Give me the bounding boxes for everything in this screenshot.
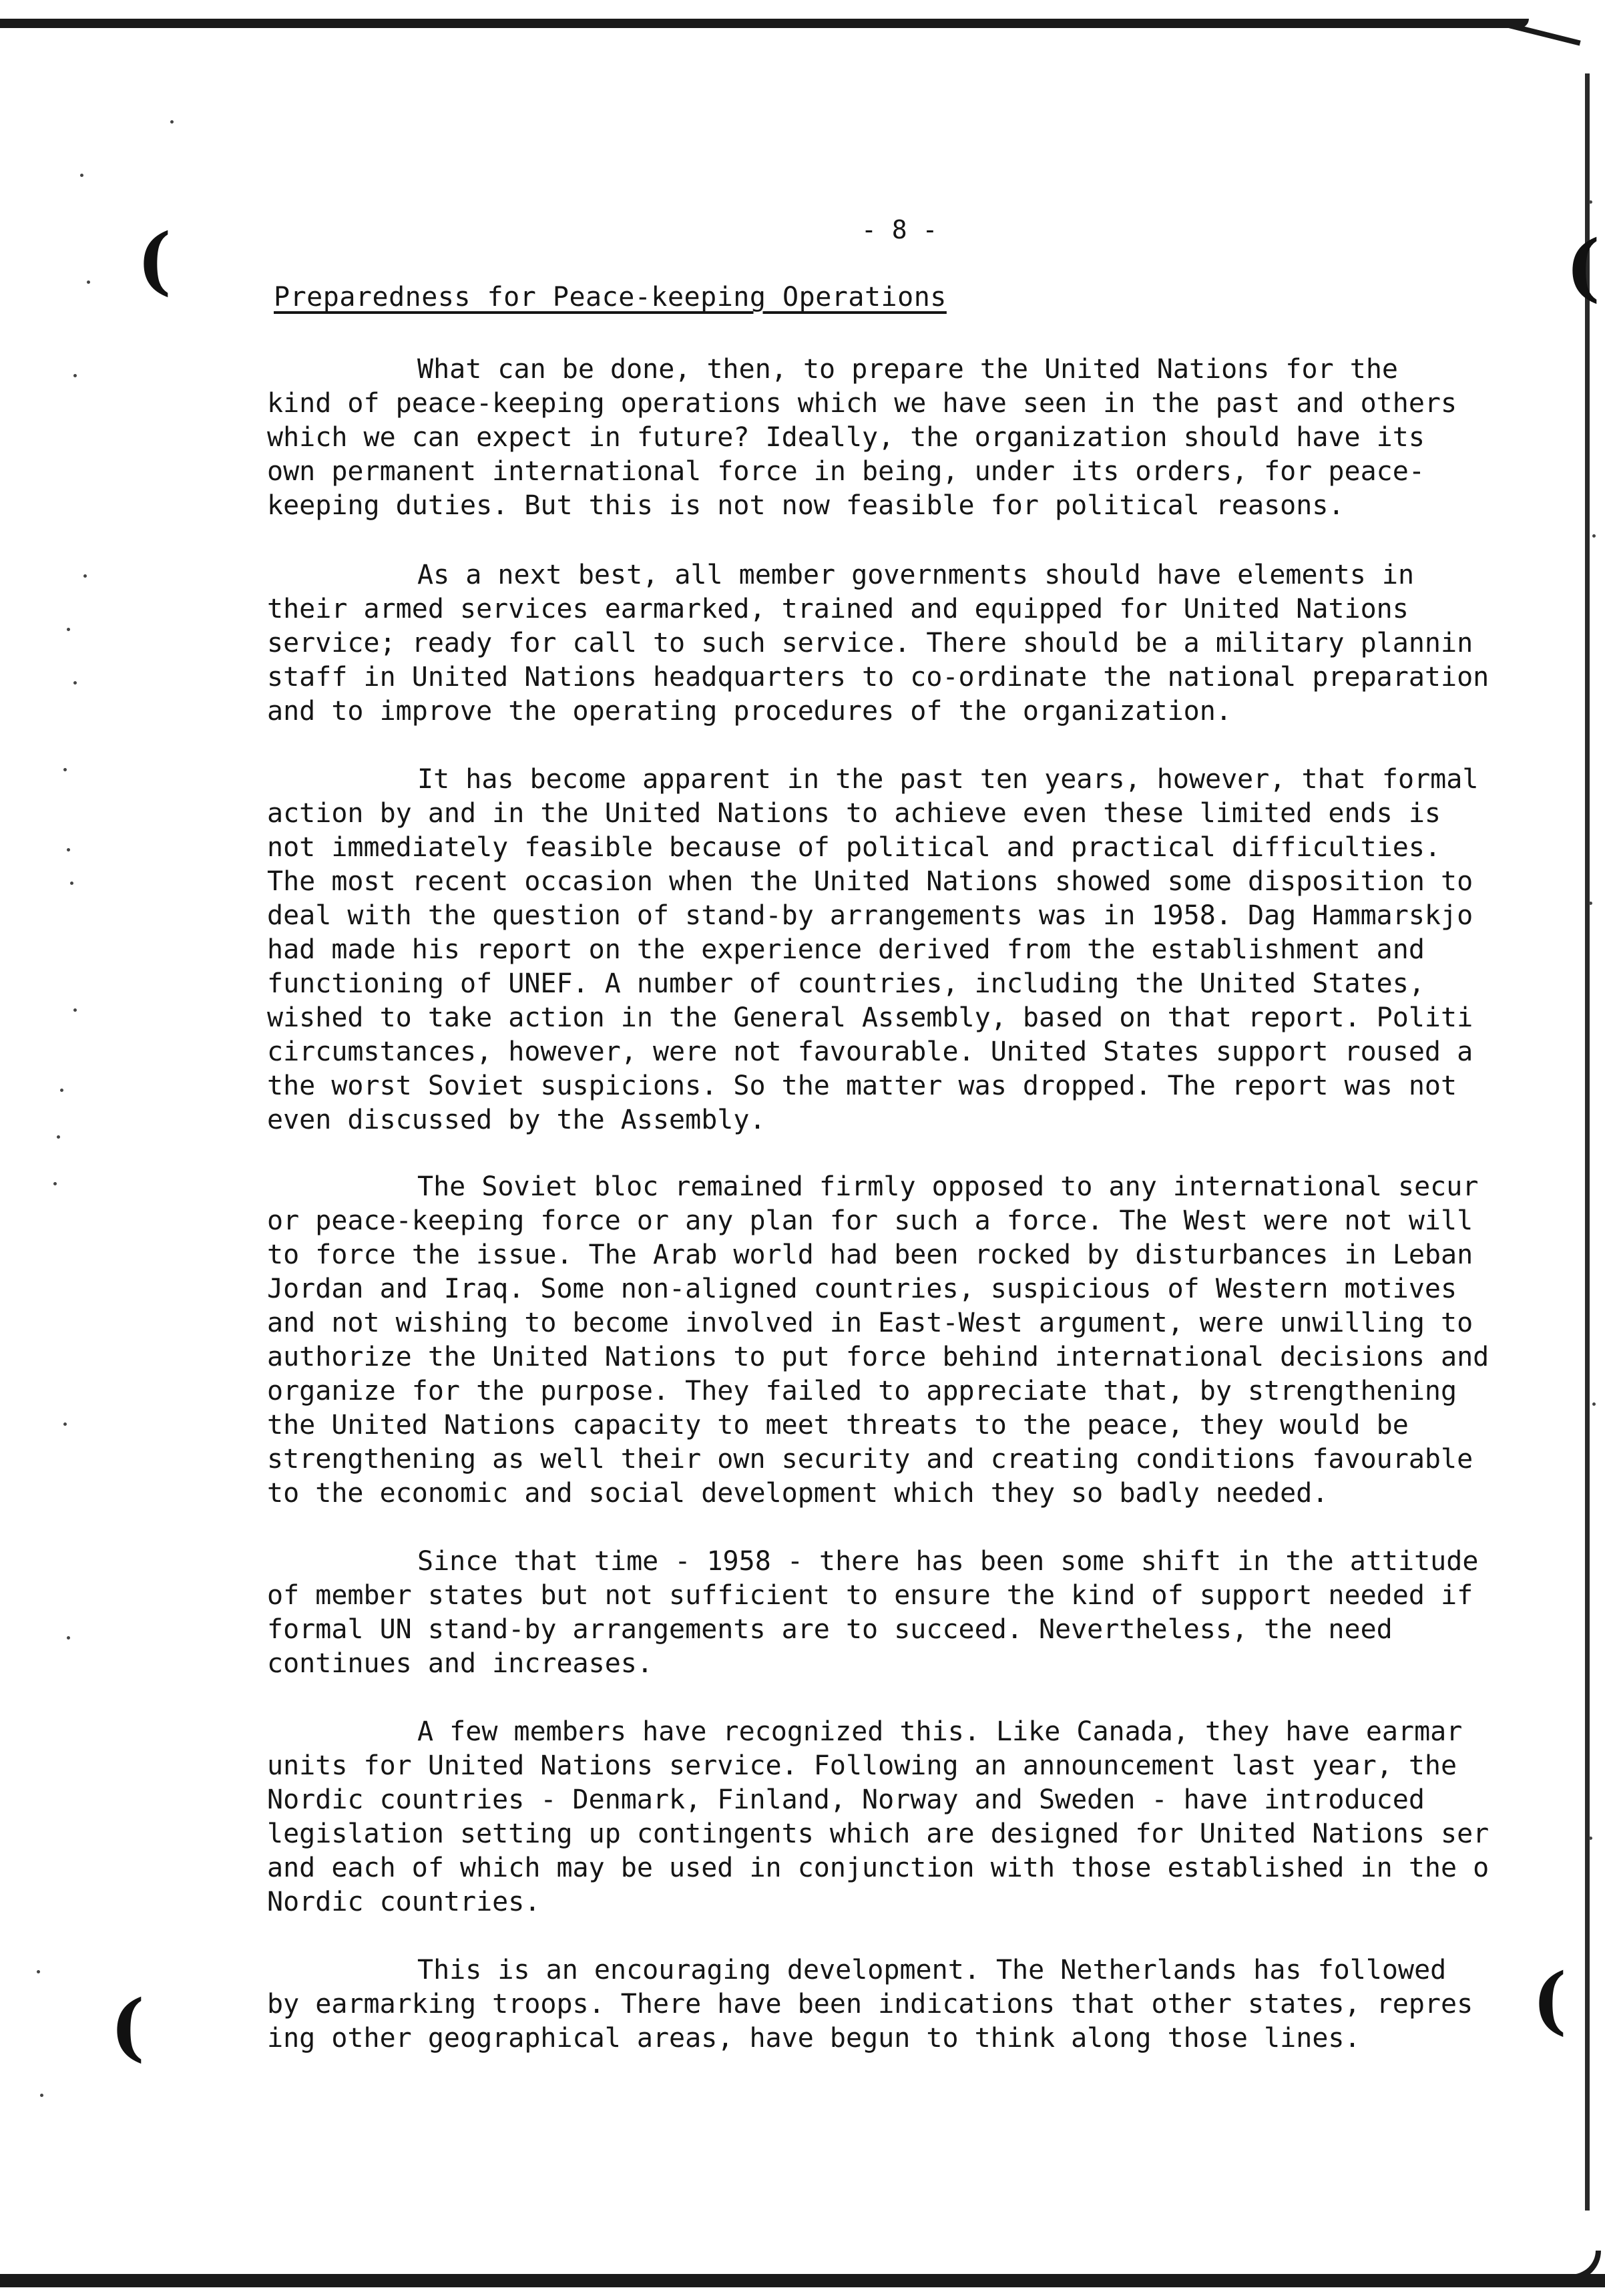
text-line: ing other geographical areas, have begun to think along those lines. <box>267 2023 1361 2054</box>
scan-mark-left-top: ( <box>137 217 172 303</box>
text-line: functioning of UNEF. A number of countries, including the United States, <box>267 968 1425 999</box>
section-heading: Preparedness for Peace-keeping Operations <box>274 282 947 313</box>
text-line: of member states but not sufficient to ensure the kind of support needed if <box>267 1580 1473 1611</box>
text-line: service; ready for call to such service. There should be a military plannin <box>267 628 1473 658</box>
text-line: As a next best, all member governments should have elements in <box>417 560 1415 590</box>
text-line: It has become apparent in the past ten years, however, that formal <box>417 764 1479 795</box>
scan-mark-right-top: ( <box>1566 224 1601 310</box>
text-line: Jordan and Iraq. Some non-aligned countries, suspicious of Western motives <box>267 1274 1457 1304</box>
paragraph <box>267 353 1529 523</box>
text-line: keeping duties. But this is not now feasible for political reasons. <box>267 490 1345 521</box>
paragraph <box>267 1953 1529 2056</box>
text-line: deal with the question of stand-by arrangements was in 1958. Dag Hammarskjo <box>267 900 1473 931</box>
text-line: A few members have recognized this. Like Canada, they have earmar <box>417 1716 1463 1747</box>
text-line: kind of peace-keeping operations which we have seen in the past and others <box>267 388 1457 419</box>
text-line: continues and increases. <box>267 1648 653 1679</box>
text-line: had made his report on the experience derived from the establishment and <box>267 934 1425 965</box>
text-line: to the economic and social development which they so badly needed. <box>267 1478 1329 1509</box>
paragraph <box>267 1715 1529 1919</box>
text-line: and not wishing to become involved in East-West argument, were unwilling to <box>267 1308 1473 1338</box>
text-line: Since that time - 1958 - there has been some shift in the attitude <box>417 1546 1479 1577</box>
text-line: and to improve the operating procedures of the organization. <box>267 696 1232 727</box>
scan-edge-top-curl <box>1508 23 1581 45</box>
text-line: the United Nations capacity to meet threats to the peace, they would be <box>267 1410 1409 1441</box>
text-line: the worst Soviet suspicions. So the matter was dropped. The report was not <box>267 1071 1457 1101</box>
scan-edge-right <box>1585 73 1590 2211</box>
paragraph <box>267 1170 1529 1511</box>
scan-mark-left-bottom: ( <box>110 1983 146 2070</box>
text-line: formal UN stand-by arrangements are to succeed. Nevertheless, the need <box>267 1614 1393 1645</box>
page-number: - 8 - <box>861 215 938 244</box>
paragraph <box>267 1545 1529 1681</box>
text-line: and each of which may be used in conjunction with those established in the o <box>267 1853 1489 1883</box>
text-line: not immediately feasible because of political and practical difficulties. <box>267 832 1441 863</box>
text-line: to force the issue. The Arab world had been rocked by disturbances in Leban <box>267 1239 1473 1270</box>
text-line: which we can expect in future? Ideally, the organization should have its <box>267 422 1425 453</box>
text-line: or peace-keeping force or any plan for such a force. The West were not will <box>267 1205 1473 1236</box>
text-line: The Soviet bloc remained firmly opposed to any international secur <box>417 1171 1479 1202</box>
text-line: their armed services earmarked, trained and equipped for United Nations <box>267 594 1409 624</box>
text-line: action by and in the United Nations to achieve even these limited ends is <box>267 798 1441 829</box>
scan-mark-right-bottom: ( <box>1532 1957 1568 2043</box>
text-line: What can be done, then, to prepare the United Nations for the <box>417 354 1399 385</box>
text-line: Nordic countries - Denmark, Finland, Norway and Sweden - have introduced <box>267 1784 1425 1815</box>
text-line: Nordic countries. <box>267 1887 541 1917</box>
text-line: organize for the purpose. They failed to appreciate that, by strengthening <box>267 1376 1457 1406</box>
text-line: own permanent international force in being, under its orders, for peace- <box>267 456 1425 487</box>
text-line: This is an encouraging development. The Netherlands has followed <box>417 1955 1447 1985</box>
scan-edge-bottom-curl <box>1496 2251 1601 2281</box>
text-line: wished to take action in the General Assembly, based on that report. Politi <box>267 1002 1473 1033</box>
text-line: authorize the United Nations to put force behind international decisions and <box>267 1342 1489 1372</box>
scan-edge-bottom <box>0 2274 1605 2287</box>
text-line: even discussed by the Assembly. <box>267 1105 766 1135</box>
text-line: units for United Nations service. Following an announcement last year, the <box>267 1750 1457 1781</box>
text-line: by earmarking troops. There have been indications that other states, repres <box>267 1989 1473 2020</box>
paragraph <box>267 558 1529 729</box>
text-line: staff in United Nations headquarters to co-ordinate the national preparation <box>267 662 1489 693</box>
text-line: legislation setting up contingents which are designed for United Nations ser <box>267 1819 1489 1849</box>
text-line: The most recent occasion when the United Nations showed some disposition to <box>267 866 1473 897</box>
text-line: circumstances, however, were not favourable. United States support roused a <box>267 1036 1473 1067</box>
text-line: strengthening as well their own security and creating conditions favourable <box>267 1444 1473 1475</box>
paragraph <box>267 763 1529 1137</box>
scan-edge-top <box>0 19 1529 28</box>
